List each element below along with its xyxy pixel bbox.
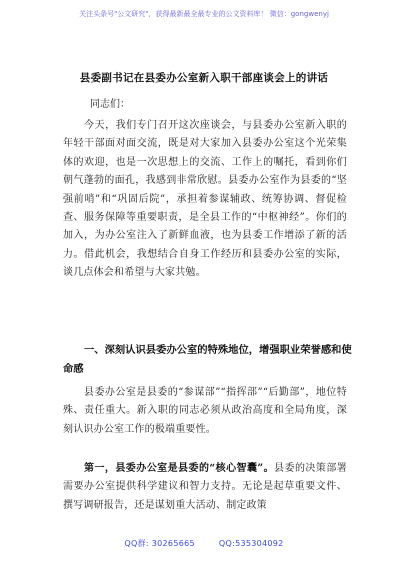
first-point-lead: 第一，县委办公室是县委的“核心智囊”。 — [84, 463, 275, 474]
footer-qq-group: QQ群: 30265665 — [124, 539, 195, 548]
first-point-body: 县委的决策部署需要办公室提供科学建议和智力支持。无论是起草重要文件、撰写调研报告，还是谋划重大活动、制定政策 — [63, 463, 347, 511]
greeting: 同志们： — [90, 99, 130, 110]
section-heading-1: 一、深刻认识县委办公室的特殊地位，增强职业荣誉感和使命感 — [63, 344, 352, 375]
document-title: 县委副书记在县委办公室新入职干部座谈会上的讲话 — [79, 72, 329, 84]
paragraph-intro: 今天，我们专门召开这次座谈会，与县委办公室新入职的年轻干部面对面交流，既是对大家加入县委办公室这个光荣集体的欢迎，也是一次思想上的交流、工作上的嘱托，看到你们朝气蓬勃的面孔，我感到非常欣慰。县委办公室作为县委的“坚强前哨”和“巩固后院”，承担着参谋辅政、统筹协调、督促检查、服务保障等重要职责，是全县工作的“中枢神经”。你们的加入，为办公室注入了新鲜血液，也为县委工作增添了新的活力。借此机会，我想结合自身工作经历和县委办公室的实际，谈几点体会和希望与大家共勉。 — [63, 120, 347, 279]
header-note: 关注头条号"公文研究"，获得最新最全最专业的公文资料库！ 微信：gongwenyj — [79, 10, 329, 18]
paragraph-section-1: 县委办公室是县委的“参谋部”“指挥部”“后勤部”，地位特殊、责任重大。新入职的同志必须从政治高度和全局角度，深刻认识办公室工作的极端重要性。 — [63, 387, 347, 435]
footer-contact — [0, 538, 408, 549]
footer-qq: QQ:535304092 — [218, 539, 284, 548]
paragraph-first-point — [63, 460, 347, 515]
